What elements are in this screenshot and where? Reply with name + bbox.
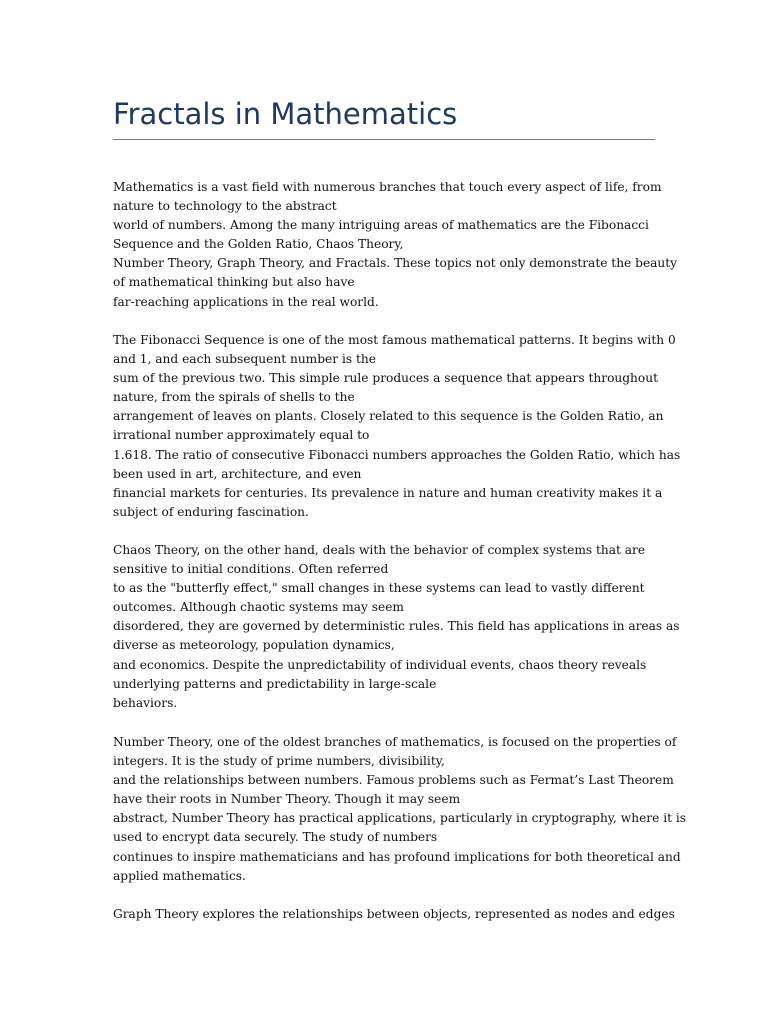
- text-line: have their roots in Number Theory. Though it may seem: [113, 792, 461, 807]
- text-line: Graph Theory explores the relationships between objects, represented as nodes and edges: [113, 907, 675, 921]
- document-title: Fractals in Mathematics: [113, 97, 458, 131]
- text-line: abstract, Number Theory has practical applications, particularly in cryptography, where it is: [113, 811, 687, 826]
- title-divider: [113, 139, 655, 140]
- text-line: subject of enduring fascination.: [113, 504, 309, 519]
- text-line: diverse as meteorology, population dynamics,: [113, 638, 395, 653]
- paragraph-number-theory: [113, 733, 687, 886]
- text-line: irrational number approximately equal to: [113, 428, 370, 443]
- text-line: world of numbers. Among the many intriguing areas of mathematics are the Fibonacci: [113, 218, 649, 233]
- text-line: arrangement of leaves on plants. Closely related to this sequence is the Golden Ratio, an: [113, 409, 664, 424]
- text-line: Mathematics is a vast field with numerous branches that touch every aspect of life, from: [113, 180, 662, 194]
- text-line: sum of the previous two. This simple rule produces a sequence that appears throughout: [113, 371, 658, 386]
- text-line: continues to inspire mathematicians and has profound implications for both theoretical and: [113, 849, 681, 864]
- text-line: sensitive to initial conditions. Often referred: [113, 562, 389, 577]
- text-line: and 1, and each subsequent number is the: [113, 352, 376, 367]
- paragraph-fibonacci: [113, 331, 681, 522]
- text-line: and the relationships between numbers. Famous problems such as Fermat’s Last Theorem: [113, 773, 674, 788]
- text-line: outcomes. Although chaotic systems may seem: [113, 600, 404, 615]
- text-line: used to encrypt data securely. The study of numbers: [113, 830, 438, 845]
- text-line: far-reaching applications in the real world.: [113, 294, 379, 309]
- text-line: financial markets for centuries. Its prevalence in nature and human creativity makes it a: [113, 485, 663, 500]
- text-line: underlying patterns and predictability in large-scale: [113, 676, 437, 691]
- text-line: to as the "butterfly effect," small changes in these systems can lead to vastly different: [113, 581, 645, 596]
- text-line: Number Theory, Graph Theory, and Fractals. These topics not only demonstrate the beauty: [113, 256, 678, 271]
- text-line: nature to technology to the abstract: [113, 199, 337, 214]
- text-line: The Fibonacci Sequence is one of the most famous mathematical patterns. It begins with 0: [113, 333, 676, 347]
- text-line: applied mathematics.: [113, 868, 246, 883]
- text-line: behaviors.: [113, 695, 178, 710]
- paragraph-graph-theory: [113, 905, 675, 924]
- text-line: nature, from the spirals of shells to the: [113, 390, 355, 405]
- text-line: of mathematical thinking but also have: [113, 275, 355, 290]
- text-line: 1.618. The ratio of consecutive Fibonacci numbers approaches the Golden Ratio, which has: [113, 447, 681, 462]
- text-line: been used in art, architecture, and even: [113, 466, 362, 481]
- text-line: and economics. Despite the unpredictability of individual events, chaos theory reveals: [113, 657, 647, 672]
- text-line: Sequence and the Golden Ratio, Chaos Theory,: [113, 237, 404, 252]
- text-line: disordered, they are governed by deterministic rules. This field has applications in areas as: [113, 619, 680, 634]
- paragraph-chaos-theory: [113, 541, 680, 713]
- text-line: Chaos Theory, on the other hand, deals with the behavior of complex systems that are: [113, 543, 646, 557]
- paragraph-introduction: [113, 178, 678, 312]
- text-line: Number Theory, one of the oldest branches of mathematics, is focused on the properties of: [113, 735, 677, 749]
- text-line: integers. It is the study of prime numbers, divisibility,: [113, 754, 445, 769]
